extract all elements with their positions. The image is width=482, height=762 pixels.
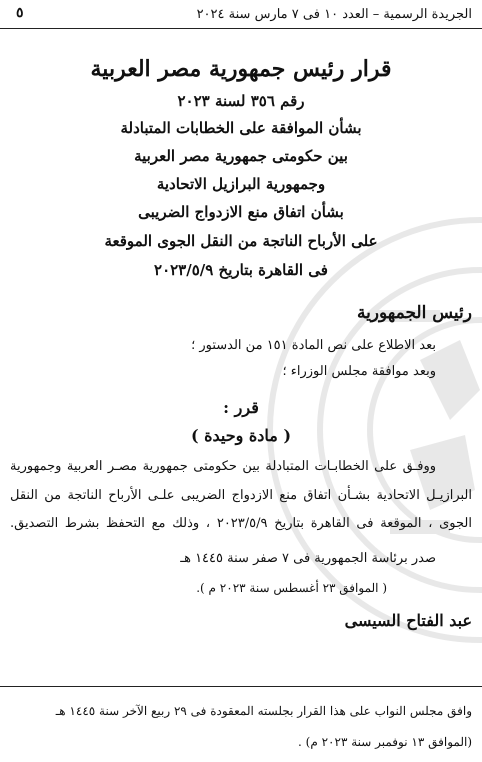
footnote-line: (الموافق ١٣ نوفمبر سنة ٢٠٢٣ م) . [298, 735, 472, 749]
article-body-line: الجوى ، الموقعة فى القاهرة بتاريخ ٢٠٢٣/٥/٩ ، وذلك مع التحفظ بشرط التصديق. [10, 516, 472, 531]
decree-number: رقم ٣٥٦ لسنة ٢٠٢٣ [177, 92, 305, 110]
president-label: رئيس الجمهورية [356, 303, 472, 323]
header-divider [0, 28, 482, 29]
footnote-divider [0, 686, 482, 687]
page-number: ٥ [16, 5, 24, 21]
article-body-line: ووفـق على الخطابـات المتبادلة بين حكومتى جمهورية مصـر العربية وجمهورية [10, 459, 436, 474]
article-heading: ( مادة وحيدة ) [190, 426, 292, 445]
decree-subject-line: بين حكومتى جمهورية مصر العربية [134, 147, 348, 165]
decree-subject-line: فى القاهرة بتاريخ ٢٠٢٣/٥/٩ [154, 261, 328, 279]
decree-subject-line: على الأرباح الناتجة من النقل الجوى الموقعة [104, 232, 378, 250]
preliminary-clause: وبعد موافقة مجلس الوزراء ؛ [282, 364, 436, 379]
header-title: الجريدة الرسمية – العدد ١٠ فى ٧ مارس سنة ٢٠٢٤ [196, 7, 472, 22]
footnote-line: وافق مجلس النواب على هذا القرار بجلسته المعقودة فى ٢٩ ربيع الآخر سنة ١٤٤٥ هـ [55, 704, 472, 718]
decree-subject-line: بشأن اتفاق منع الازدواج الضريبى [138, 203, 344, 221]
gregorian-date: ( الموافق ٢٣ أغسطس سنة ٢٠٢٣ م ). [196, 581, 387, 595]
article-body-line: البرازيـل الاتحادية بشـأن اتفاق منع الازدواج الضريبى علـى الأرباح الناتجة من النقل [10, 488, 472, 503]
issued-statement: صدر برئاسة الجمهورية فى ٧ صفر سنة ١٤٤٥ هـ [180, 551, 436, 566]
president-signature: عبد الفتاح السيسى [344, 611, 472, 630]
gazette-header [10, 5, 472, 25]
decree-title: قرار رئيس جمهورية مصر العربية [90, 56, 392, 82]
decree-subject-line: وجمهورية البرازيل الاتحادية [156, 175, 326, 193]
decree-subject-line: بشأن الموافقة على الخطابات المتبادلة [120, 119, 362, 137]
preliminary-clause: بعد الاطلاع على نص المادة ١٥١ من الدستور ؛ [191, 338, 436, 353]
decided-heading: قرر : [223, 398, 259, 417]
